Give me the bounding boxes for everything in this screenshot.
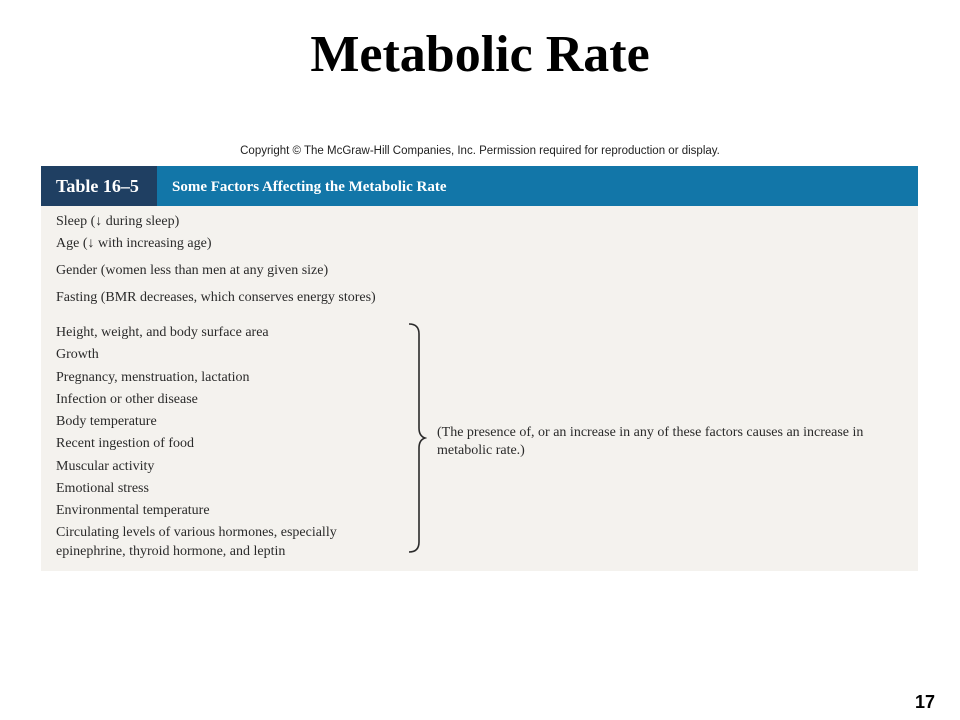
factor-body-temperature: Body temperature	[56, 414, 157, 429]
factor-hormones: Circulating levels of various hormones, especially	[56, 525, 337, 540]
factor-muscular-activity: Muscular activity	[56, 459, 155, 474]
table-header	[41, 166, 918, 206]
factor-infection: Infection or other disease	[56, 392, 198, 407]
factors-table	[41, 166, 918, 571]
factor-height-weight: Height, weight, and body surface area	[56, 325, 269, 340]
slide-title: Metabolic Rate	[310, 26, 650, 83]
factor-sleep: Sleep (↓ during sleep)	[56, 214, 180, 229]
page-number: 17	[914, 692, 935, 712]
table-number: Table 16–5	[41, 166, 157, 206]
copyright-notice: Copyright © The McGraw-Hill Companies, Inc. Permission required for reproduction or display.	[240, 145, 720, 157]
factor-fasting: Fasting (BMR decreases, which conserves energy stores)	[56, 290, 376, 305]
factor-environmental-temperature: Environmental temperature	[56, 503, 210, 518]
table-caption: Some Factors Affecting the Metabolic Rate	[172, 179, 447, 195]
group-note: (The presence of, or an increase in any of these factors causes an increase in metabolic rate.)	[437, 425, 864, 458]
factor-age: Age (↓ with increasing age)	[56, 236, 212, 251]
right-brace-icon	[407, 322, 427, 554]
factor-hormones-continued: epinephrine, thyroid hormone, and leptin	[56, 544, 286, 559]
factor-emotional-stress: Emotional stress	[56, 481, 149, 496]
factor-growth: Growth	[56, 347, 99, 362]
factor-pregnancy: Pregnancy, menstruation, lactation	[56, 370, 250, 385]
factor-recent-food: Recent ingestion of food	[56, 436, 195, 451]
factor-gender: Gender (women less than men at any given size)	[56, 263, 329, 278]
